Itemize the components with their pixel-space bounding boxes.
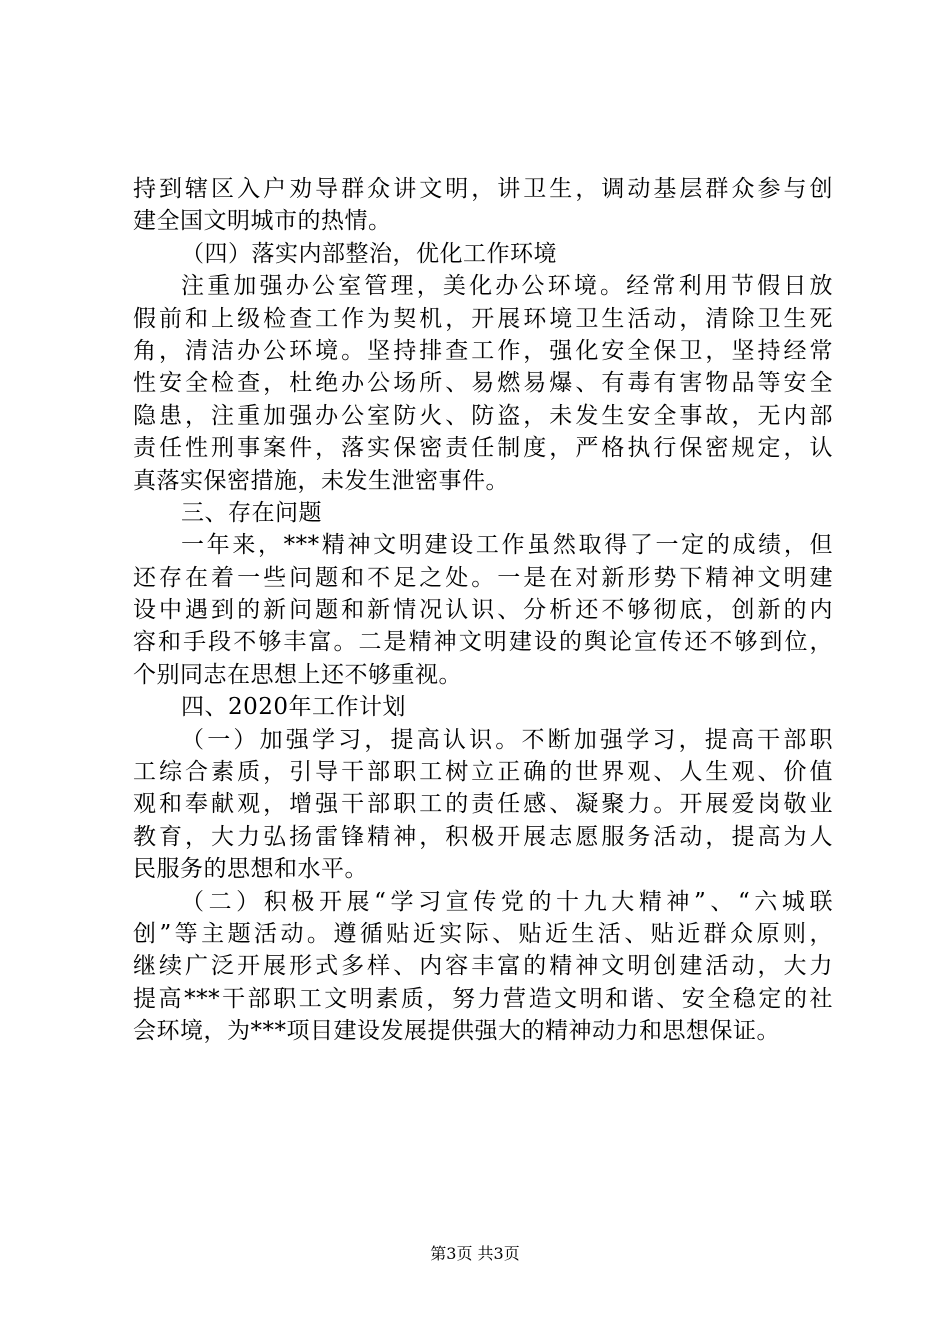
paragraph-line: 创”等主题活动。遵循贴近实际、贴近生活、贴近群众原则， bbox=[133, 920, 833, 947]
paragraph-line: （二）积极开展“学习宣传党的十九大精神”、“六城联 bbox=[181, 888, 833, 915]
paragraph-line: 一年来，***精神文明建设工作虽然取得了一定的成绩，但 bbox=[181, 532, 833, 559]
paragraph-line: 持到辖区入户劝导群众讲文明，讲卫生，调动基层群众参与创 bbox=[133, 176, 833, 202]
document-body bbox=[133, 173, 833, 1048]
paragraph-line: 建全国文明城市的热情。 bbox=[133, 208, 392, 235]
page-number-footer: 第3页 共3页 bbox=[430, 1244, 520, 1263]
paragraph-line: （一）加强学习，提高认识。不断加强学习，提高干部职 bbox=[181, 726, 833, 753]
paragraph-line: 设中遇到的新问题和新情况认识、分析还不够彻底，创新的内 bbox=[133, 597, 833, 624]
paragraph-line: 工综合素质，引导干部职工树立正确的世界观、人生观、价值 bbox=[133, 759, 833, 786]
paragraph-line: 提高***干部职工文明素质，努力营造文明和谐、安全稳定的社 bbox=[133, 985, 833, 1012]
paragraph-line: 民服务的思想和水平。 bbox=[133, 856, 368, 883]
section-heading: 四、2020年工作计划 bbox=[181, 694, 407, 721]
paragraph-line: 会环境，为***项目建设发展提供强大的精神动力和思想保证。 bbox=[133, 1018, 780, 1045]
section-heading: 三、存在问题 bbox=[181, 499, 322, 526]
paragraph-line: 继续广泛开展形式多样、内容丰富的精神文明创建活动，大力 bbox=[133, 953, 833, 980]
paragraph-line: 容和手段不够丰富。二是精神文明建设的舆论宣传还不够到位， bbox=[133, 629, 833, 656]
paragraph-line: 真落实保密措施，未发生泄密事件。 bbox=[133, 467, 509, 494]
paragraph-line: 假前和上级检查工作为契机，开展环境卫生活动，清除卫生死 bbox=[133, 305, 833, 332]
section-heading: （四）落实内部整治，优化工作环境 bbox=[181, 240, 557, 267]
paragraph-line: 性安全检查，杜绝办公场所、易燃易爆、有毒有害物品等安全 bbox=[133, 370, 833, 397]
paragraph-line: 个别同志在思想上还不够重视。 bbox=[133, 661, 462, 688]
paragraph-line: 角，清洁办公环境。坚持排查工作，强化安全保卫，坚持经常 bbox=[133, 337, 833, 364]
paragraph-line: 教育，大力弘扬雷锋精神，积极开展志愿服务活动，提高为人 bbox=[133, 823, 833, 850]
paragraph-line: 注重加强办公室管理，美化办公环境。经常利用节假日放 bbox=[181, 273, 833, 300]
paragraph-line: 责任性刑事案件，落实保密责任制度，严格执行保密规定，认 bbox=[133, 435, 833, 462]
paragraph-line: 观和奉献观，增强干部职工的责任感、凝聚力。开展爱岗敬业 bbox=[133, 791, 833, 818]
paragraph-line: 隐患，注重加强办公室防火、防盗，未发生安全事故，无内部 bbox=[133, 402, 833, 429]
paragraph-line: 还存在着一些问题和不足之处。一是在对新形势下精神文明建 bbox=[133, 564, 833, 591]
